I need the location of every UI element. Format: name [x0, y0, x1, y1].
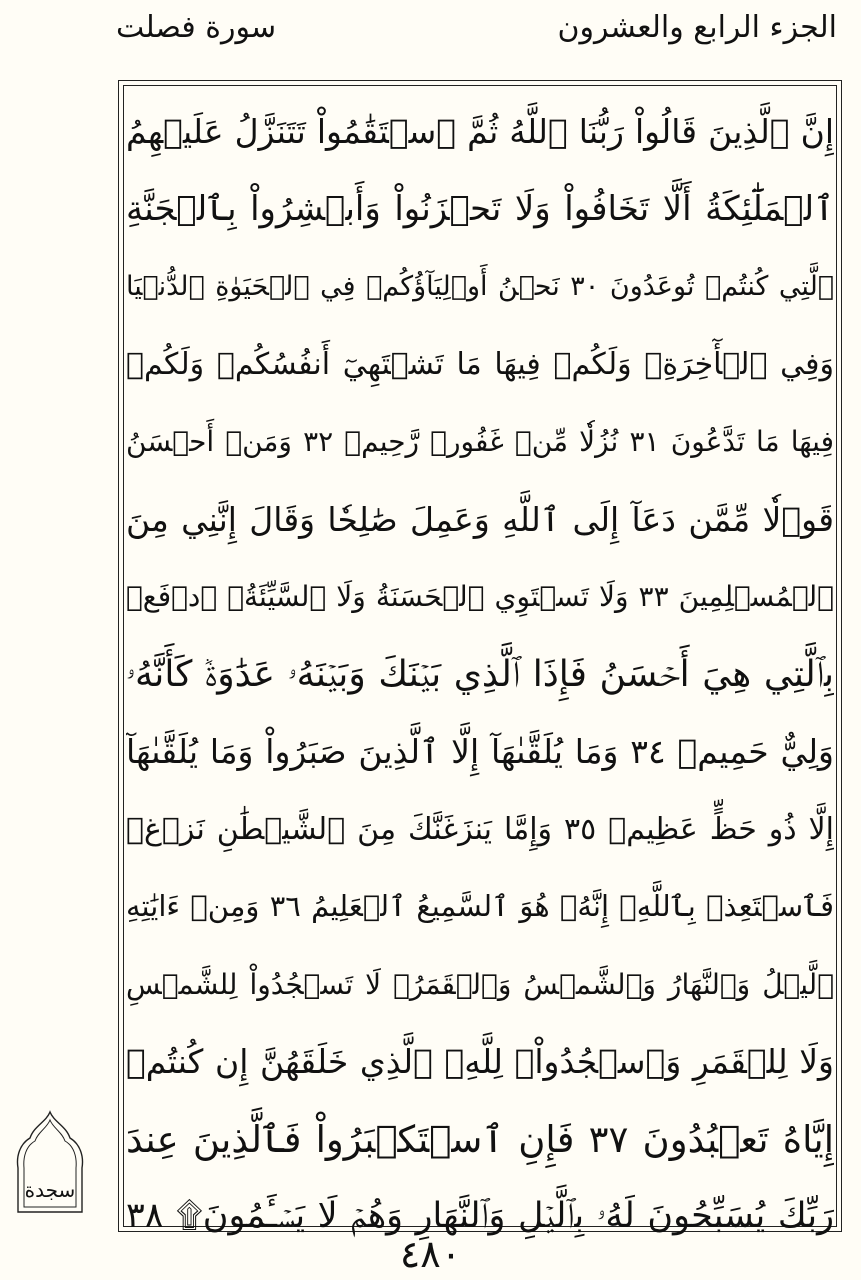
- sajdah-label: سجدة: [24, 1178, 76, 1202]
- text-line: وَفِي ٱلۡأٓخِرَةِۖ وَلَكُمۡ فِيهَا مَا تَشۡتَهِيٓ أَنفُسُكُمۡ وَلَكُمۡ: [126, 346, 834, 382]
- text-line: رَبِّكَ يُسَبِّحُونَ لَهُۥ بِٱلَّيۡلِ وَٱلنَّهَارِ وَهُمۡ لَا يَسۡـَٔمُونَ۩ ٣٨: [126, 1196, 834, 1236]
- text-line: إِنَّ ٱلَّذِينَ قَالُواْ رَبُّنَا ٱللَّهُ ثُمَّ ٱسۡتَقَٰمُواْ تَتَنَزَّلُ عَلَيۡهِمُ: [126, 112, 834, 151]
- juz-title: الجزء الرابع والعشرون: [557, 10, 837, 45]
- text-line: ٱلۡمَلَٰٓئِكَةُ أَلَّا تَخَافُواْ وَلَا تَحۡزَنُواْ وَأَبۡشِرُواْ بِٱلۡجَنَّةِ: [126, 188, 834, 229]
- verse-text-block: [126, 93, 834, 1256]
- text-line: وَلِيٌّ حَمِيمٞ ٣٤ وَمَا يُلَقَّىٰهَآ إِلَّا ٱلَّذِينَ صَبَرُواْ وَمَا يُلَقَّىٰهَآ: [126, 732, 834, 771]
- text-line: وَلَا لِلۡقَمَرِ وَٱسۡجُدُواْۤ لِلَّهِۤ ٱلَّذِي خَلَقَهُنَّ إِن كُنتُمۡ: [126, 1042, 834, 1081]
- text-line: ٱلَّتِي كُنتُمۡ تُوعَدُونَ ٣٠ نَحۡنُ أَوۡلِيَآؤُكُمۡ فِي ٱلۡحَيَوٰةِ ٱلدُّنۡيَا: [126, 271, 834, 302]
- text-line: إِيَّاهُ تَعۡبُدُونَ ٣٧ فَإِنِ ٱسۡتَكۡبَرُواْ فَٱلَّذِينَ عِندَ: [126, 1117, 834, 1161]
- sajdah-marker: [14, 1108, 86, 1218]
- text-line: فِيهَا مَا تَدَّعُونَ ٣١ نُزُلٗا مِّنۡ غَفُورٖ رَّحِيمٖ ٣٢ وَمَنۡ أَحۡسَنُ: [126, 425, 834, 458]
- page-number: ٤٨٠: [399, 1232, 462, 1276]
- text-line: ٱلَّيۡلُ وَٱلنَّهَارُ وَٱلشَّمۡسُ وَٱلۡقَمَرُۚ لَا تَسۡجُدُواْ لِلشَّمۡسِ: [126, 967, 834, 1001]
- surah-title: سورة فصلت: [116, 10, 277, 45]
- text-line: ٱلۡمُسۡلِمِينَ ٣٣ وَلَا تَسۡتَوِي ٱلۡحَسَنَةُ وَلَا ٱلسَّيِّئَةُۚ ٱدۡفَعۡ: [126, 580, 834, 613]
- text-line: قَوۡلٗا مِّمَّن دَعَآ إِلَى ٱللَّهِ وَعَمِلَ صَٰلِحٗا وَقَالَ إِنَّنِي مِنَ: [126, 499, 834, 539]
- text-line: بِٱلَّتِي هِيَ أَحۡسَنُ فَإِذَا ٱلَّذِي بَيۡنَكَ وَبَيۡنَهُۥ عَدَٰوَةٞ كَأَنَّهُۥ: [126, 653, 834, 695]
- text-line: فَٱسۡتَعِذۡ بِٱللَّهِۖ إِنَّهُۥ هُوَ ٱلسَّمِيعُ ٱلۡعَلِيمُ ٣٦ وَمِنۡ ءَايَٰتِهِ: [126, 889, 834, 923]
- text-line: إِلَّا ذُو حَظٍّ عَظِيمٖ ٣٥ وَإِمَّا يَنزَغَنَّكَ مِنَ ٱلشَّيۡطَٰنِ نَزۡغٞ: [126, 811, 834, 847]
